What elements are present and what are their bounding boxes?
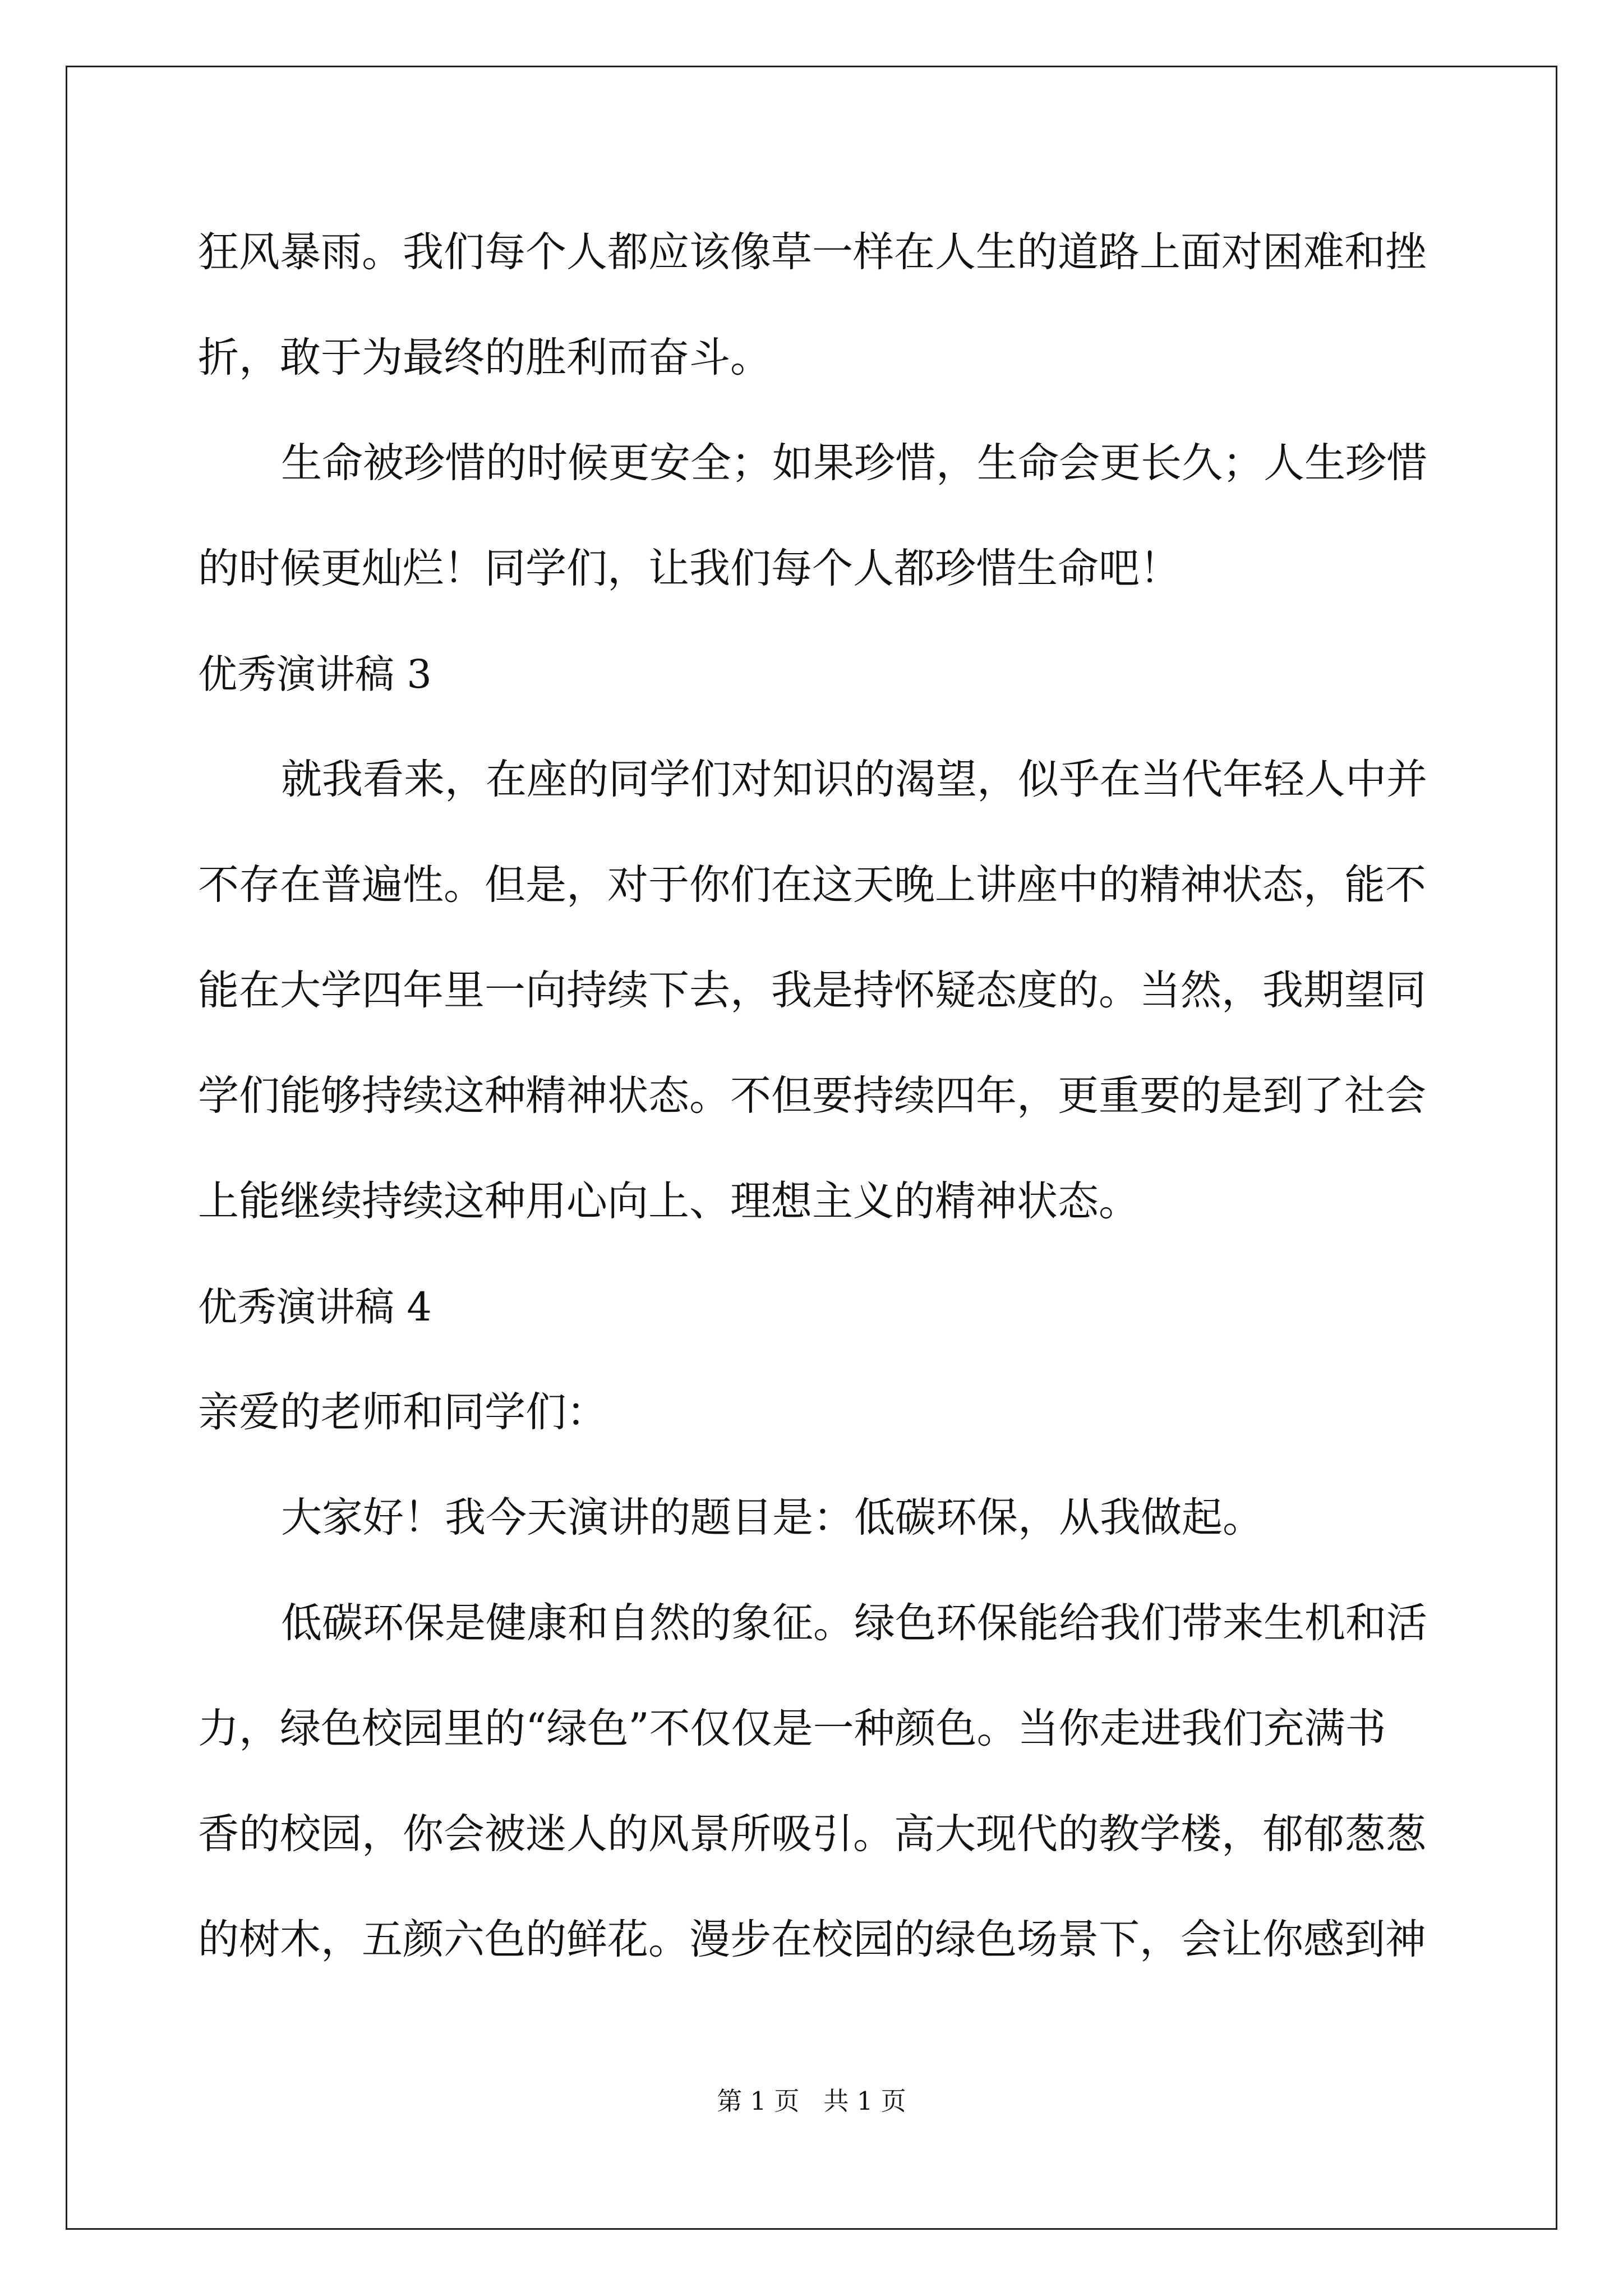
text-line: 生命被珍惜的时候更安全；如果珍惜，生命会更长久；人生珍惜 [281, 439, 1427, 487]
text-line: 折，敢于为最终的胜利而奋斗。 [198, 334, 771, 381]
text-line: 低碳环保是健康和自然的象征。绿色环保能给我们带来生机和活 [281, 1599, 1427, 1647]
text-line: 亲爱的老师和同学们： [198, 1388, 607, 1436]
page-footer: 第 1 页 共 1 页 [717, 2086, 906, 2116]
text-line: 不存在普遍性。但是，对于你们在这天晚上讲座中的精神状态，能不 [198, 861, 1426, 909]
text-line: 狂风暴雨。我们每个人都应该像草一样在人生的道路上面对困难和挫 [198, 228, 1426, 276]
text-line: 力，绿色校园里的“绿色”不仅仅是一种颜色。当你走进我们充满书 [198, 1705, 1386, 1752]
text-line: 就我看来，在座的同学们对知识的渴望，似乎在当代年轻人中并 [281, 756, 1427, 803]
text-line: 上能继续持续这种用心向上、理想主义的精神状态。 [198, 1177, 1140, 1225]
section-heading: 优秀演讲稿 3 [198, 651, 432, 697]
document-body [198, 219, 1428, 2012]
text-line: 学们能够持续这种精神状态。不但要持续四年，更重要的是到了社会 [198, 1072, 1426, 1120]
text-line: 大家好！我今天演讲的题目是：低碳环保，从我做起。 [281, 1494, 1264, 1542]
text-line: 能在大学四年里一向持续下去，我是持怀疑态度的。当然，我期望同 [198, 967, 1426, 1014]
text-line: 的时候更灿烂！同学们，让我们每个人都珍惜生命吧！ [198, 545, 1181, 592]
section-heading: 优秀演讲稿 4 [198, 1284, 432, 1330]
text-line: 香的校园，你会被迷人的风景所吸引。高大现代的教学楼，郁郁葱葱 [198, 1810, 1426, 1858]
text-line: 的树木，五颜六色的鲜花。漫步在校园的绿色场景下，会让你感到神 [198, 1916, 1426, 1963]
